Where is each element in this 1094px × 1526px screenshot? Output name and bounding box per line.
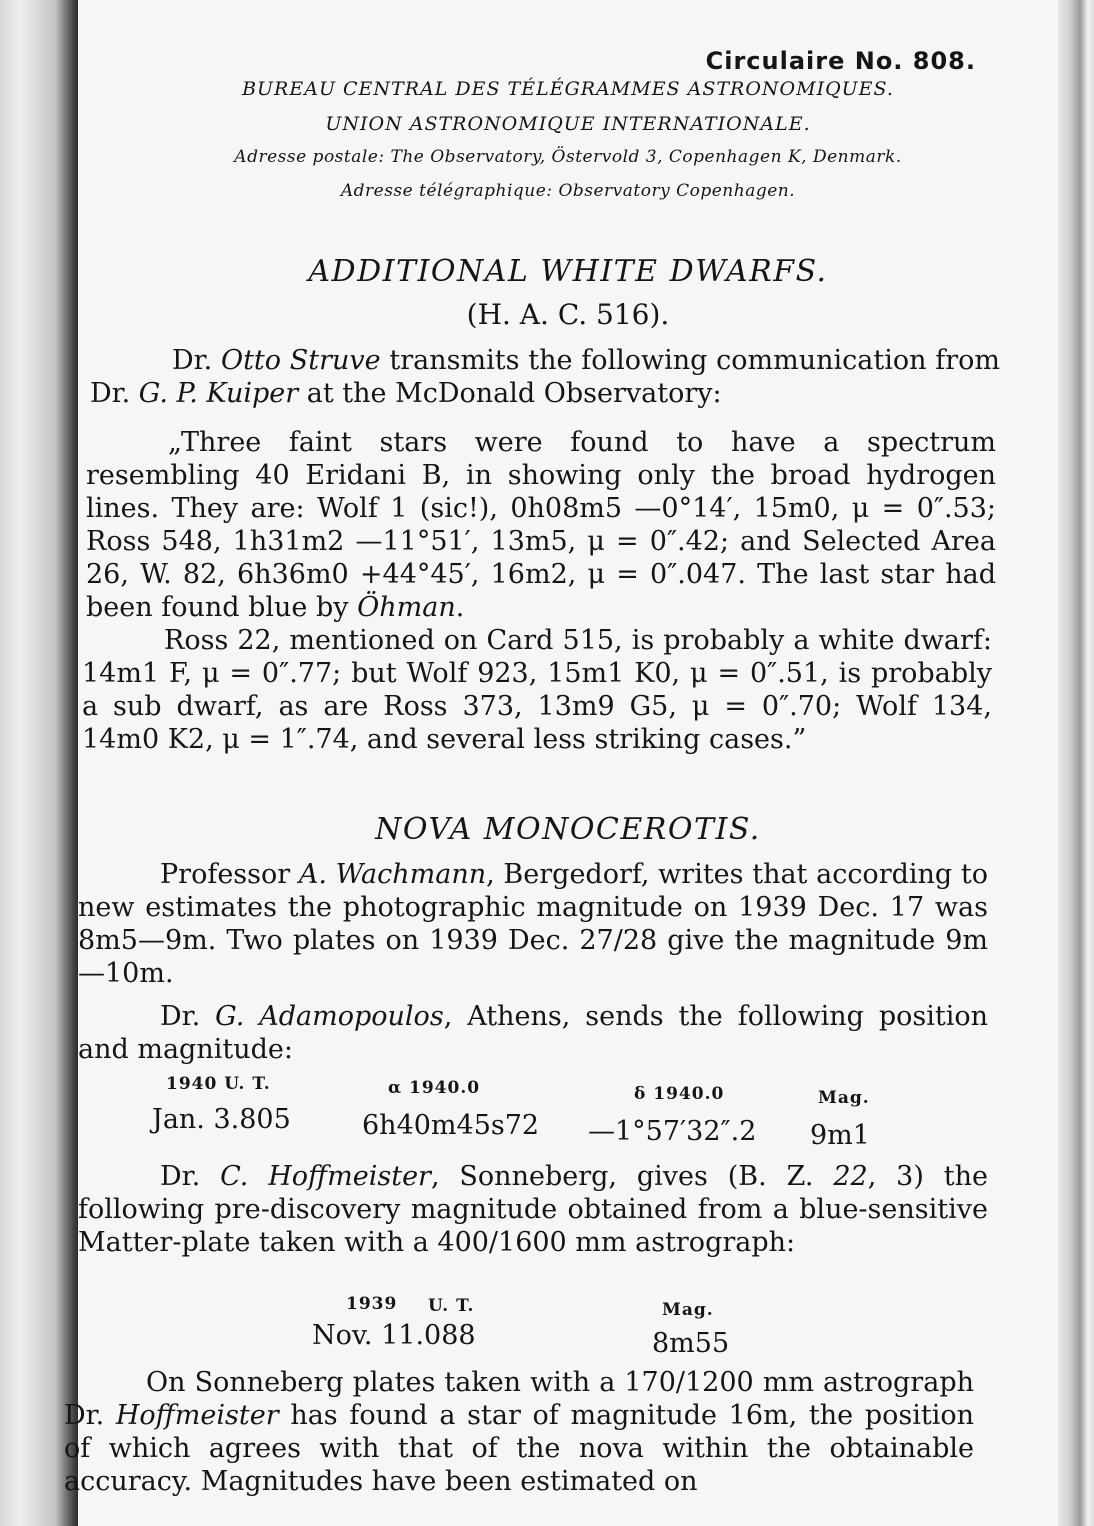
table-header: α 1940.0	[388, 1078, 481, 1098]
table-header: δ 1940.0	[634, 1084, 725, 1104]
author-name: Öhman	[357, 592, 456, 623]
author-name: Otto Struve	[220, 345, 381, 376]
circular-page	[64, 0, 1058, 1526]
paragraph-ross-22: Ross 22, mentioned on Card 515, is probably a white dwarf: 14m1 F, μ = 0″.77; but Wolf 923, 15m1 K0, μ = 0″.51, is probably a sub dwarf, as are Ross 373, 13m9 G5, μ = 0″.70; Wolf 134, 14m0 K2, μ = 1″.74, and several less striking cases.”	[82, 625, 992, 755]
table-header: Mag.	[662, 1300, 714, 1320]
table-header: 1940 U. T.	[166, 1074, 271, 1094]
section-title-nova-monocerotis: NOVA MONOCEROTIS.	[375, 812, 761, 847]
table-header: Mag.	[818, 1088, 870, 1108]
page-edge-right	[1058, 0, 1094, 1526]
bureau-heading: BUREAU CENTRAL DES TÉLÉGRAMMES ASTRONOMIQUES.	[242, 78, 894, 100]
paragraph-kuiper-quote: „Three faint stars were found to have a spectrum resembling 40 Eridani B, in showing only the broad hydrogen lines. They are: Wolf 1 (sic!), 0h08m5 —0°14′, 15m0, μ = 0″.53; Ross 548, 1h31m2 —11°51′, 13m5, μ = 0″.42; and Selected Area 26, W. 82, 6h36m0 +44°45′, 16m2, μ = 0″.047. The last star had been found blue by Öhman.	[86, 427, 996, 623]
table-cell: 6h40m45s72	[362, 1110, 540, 1141]
journal-volume: 22	[833, 1161, 868, 1192]
table-header: 1939	[346, 1294, 398, 1314]
table-cell: 9m1	[810, 1120, 870, 1151]
paragraph-wachmann: Professor A. Wachmann, Bergedorf, writes that according to new estimates the photographic magnitude on 1939 Dec. 17 was 8m5—9m. Two plates on 1939 Dec. 27/28 give the magnitude 9m—10m.	[78, 859, 988, 989]
author-name: Hoffmeister	[115, 1400, 279, 1431]
paragraph-hoffmeister: Dr. C. Hoffmeister, Sonneberg, gives (B. Z. 22, 3) the following pre-discovery magnitude obtained from a blue-sensitive Matter-plate taken with a 400/1600 mm astrograph:	[78, 1161, 988, 1258]
circular-number: Circulaire No. 808.	[705, 47, 976, 75]
paragraph-adamopoulos: Dr. G. Adamopoulos, Athens, sends the following position and magnitude:	[78, 1001, 989, 1065]
paragraph-sonneberg-plates: On Sonneberg plates taken with a 170/1200 mm astrograph Dr. Hoffmeister has found a star of magnitude 16m, the position of which agrees with that of the nova within the obtainable accuracy. Magnitudes have been estimated on	[64, 1367, 974, 1497]
table-cell: Jan. 3.805	[152, 1104, 291, 1135]
table-cell: 8m55	[652, 1328, 730, 1359]
union-heading: UNION ASTRONOMIQUE INTERNATIONALE.	[325, 113, 811, 135]
section-reference: (H. A. C. 516).	[466, 298, 670, 331]
table-cell: —1°57′32″.2	[588, 1116, 757, 1147]
paragraph-struve: Dr. Otto Struve transmits the following communication from Dr. G. P. Kuiper at the McDonald Observatory:	[90, 345, 1000, 409]
author-name: G. Adamopoulos	[215, 1001, 444, 1032]
author-name: A. Wachmann	[298, 859, 487, 890]
book-spine-shadow	[0, 0, 78, 1526]
table-header: U. T.	[428, 1296, 475, 1316]
author-name: C. Hoffmeister	[220, 1161, 431, 1192]
table-cell: Nov. 11.088	[312, 1320, 476, 1351]
postal-address: Adresse postale: The Observatory, Östervold 3, Copenhagen K, Denmark.	[234, 147, 902, 167]
section-title-white-dwarfs: ADDITIONAL WHITE DWARFS.	[308, 254, 828, 289]
author-name: G. P. Kuiper	[138, 378, 299, 409]
telegraphic-address: Adresse télégraphique: Observatory Copenhagen.	[340, 181, 796, 201]
